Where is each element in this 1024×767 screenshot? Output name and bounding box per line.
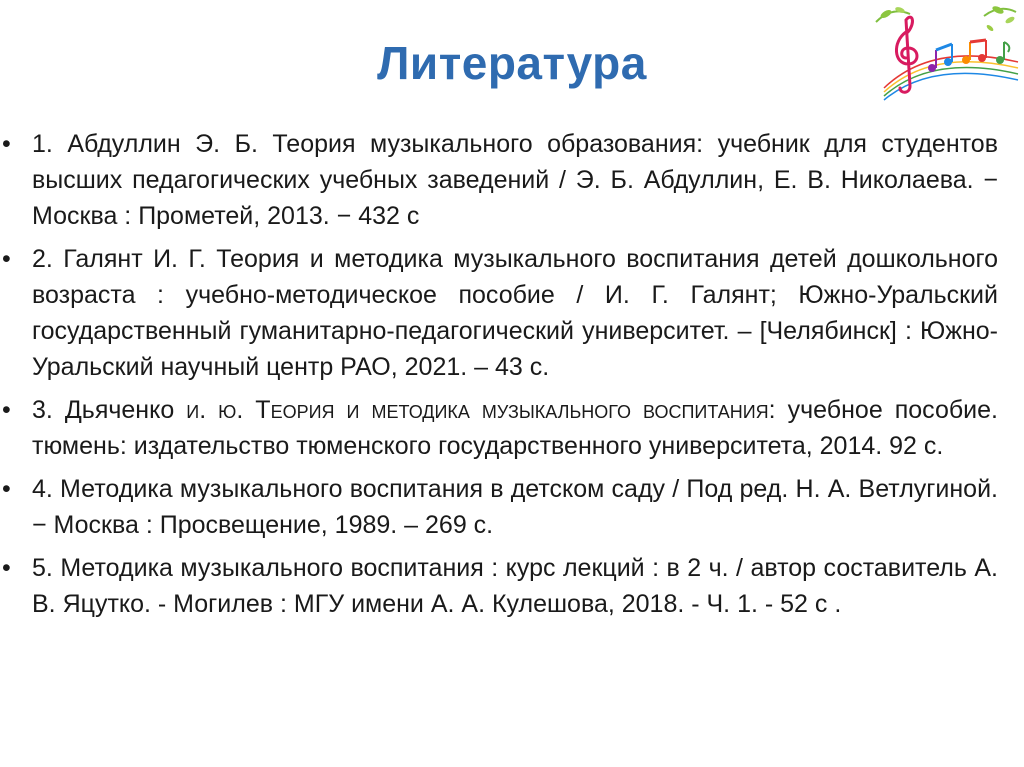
list-item-text: 5. Методика музыкального воспитания : курс лекций : в 2 ч. / автор составитель А. В. Яцутко. - Могилев : МГУ имени А. А. Кулешова, 2018. - Ч. 1. - 52 с .: [32, 554, 998, 618]
list-item: [0, 550, 1024, 622]
list-item: [0, 392, 1024, 464]
list-item-text: 2. Галянт И. Г. Теория и методика музыкального воспитания детей дошкольного возраста : учебно-методическое пособие / И. Г. Галянт; Южно-Уральский государственный гуманитарно-педагогический университет. – [Челябинск] : Южно-Уральский научный центр РАО, 2021. – 43 с.: [32, 245, 998, 381]
bibliography-list: [0, 126, 1024, 629]
list-item-text-smallcaps: и. ю. Теория и методика музыкального воспитания: [186, 396, 769, 424]
bullet: •: [2, 245, 11, 273]
list-item-text-suffix: : учебное пособие. тюмень: издательство тюменского государственного университета, 2014. 92 с.: [32, 396, 998, 460]
list-item: [0, 241, 1024, 385]
bullet: •: [2, 475, 11, 503]
list-item-text: 4. Методика музыкального воспитания в детском саду / Под ред. Н. А. Ветлугиной. − Москва : Просвещение, 1989. – 269 с.: [32, 475, 998, 539]
list-item: [0, 126, 1024, 234]
list-item: [0, 471, 1024, 543]
list-item-text: 1. Абдуллин Э. Б. Теория музыкального образования: учебник для студентов высших педагогических учебных заведений / Э. Б. Абдуллин, Е. В. Николаева. − Москва : Прометей, 2013. − 432 с: [32, 130, 998, 230]
list-item-text-prefix: 3. Дьяченко: [32, 396, 187, 424]
bullet: •: [2, 130, 11, 158]
bullet: •: [2, 396, 11, 424]
page-title: Литература: [377, 37, 647, 89]
bullet: •: [2, 554, 11, 582]
music-notes-icon: [872, 2, 1020, 102]
